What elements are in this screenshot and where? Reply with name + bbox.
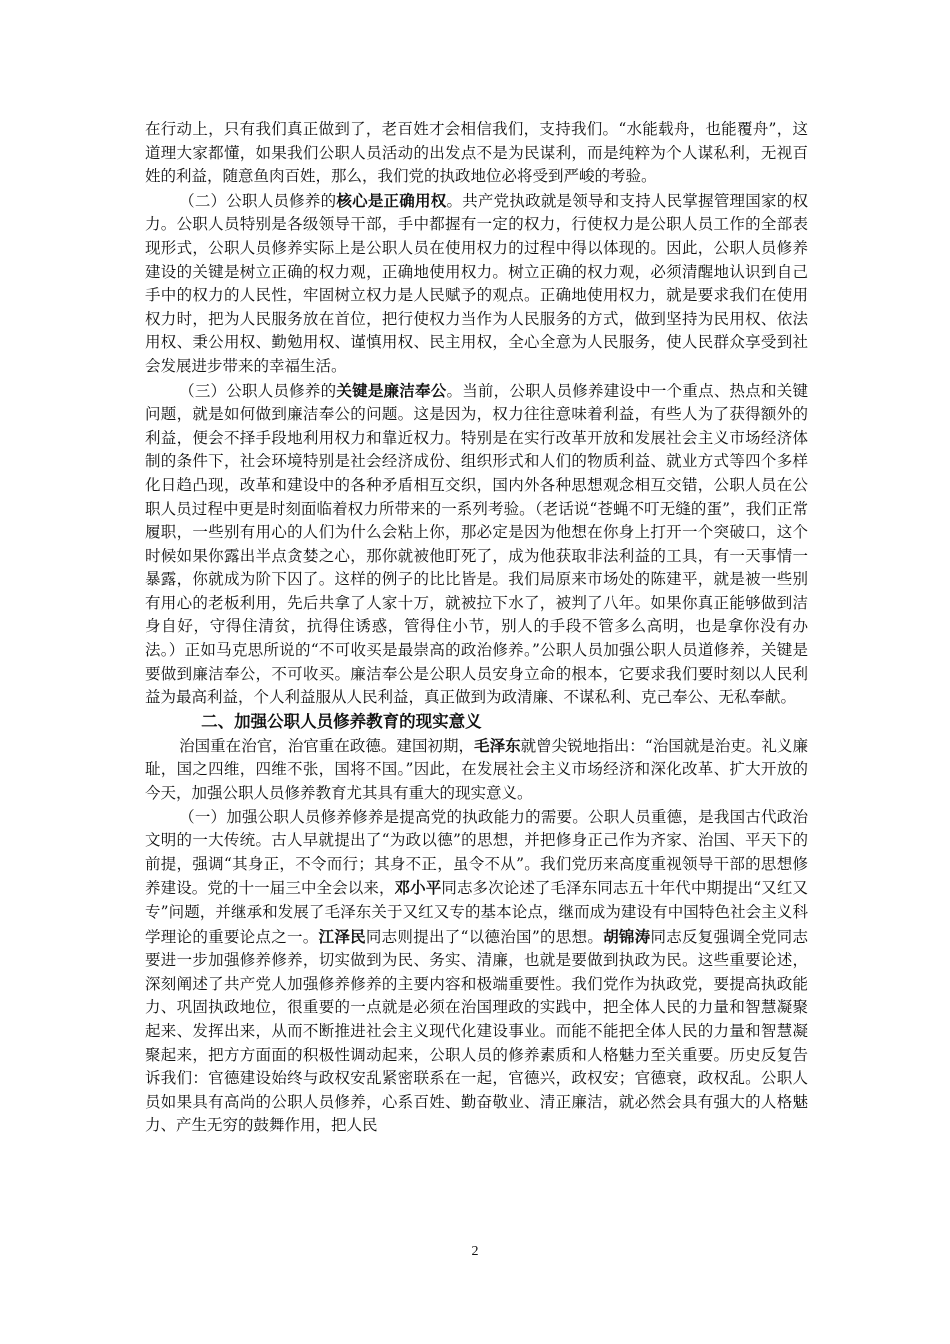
body-paragraph-governance xyxy=(145,734,808,806)
bold-phrase: 关键是廉洁奉公 xyxy=(336,380,447,400)
paragraph-text: 治国重在治官，治官重在政德。建国初期， xyxy=(179,736,475,755)
bold-name: 胡锦涛 xyxy=(603,926,651,946)
paragraph-text: 就曾尖锐地指出：“治国就是治吏。礼义廉耻，国之四维，四维不张，国将不国。”因此，在发展社会主义市场经济和深化改革、扩大开放的今天，加强公职人员修养教育尤其具有重大的现实意义。 xyxy=(145,736,808,803)
paragraph-text: （一）加强公职人员修养修养是提高党的执政能力的需要。公职人员重德，是我国古代政治文明的一大传统。古人早就提出了“为政以德”的思想，并把修身正己作为齐家、治国、平天下的前提，强调“其身正，不令而行；其身不正，虽令不从”。我们党历来高度重视领导干部的思想修养建设。党的十一届三中全会以来， xyxy=(145,807,808,898)
paragraph-text: 同志则提出了“以德治国”的思想。 xyxy=(365,927,604,946)
body-paragraph-integrity xyxy=(145,379,808,710)
paragraph-text: 。当前，公职人员修养建设中一个重点、热点和关键问题，就是如何做到廉洁奉公的问题。这是因为，权力往往意味着利益，有些人为了获得额外的利益，便会不择手段地利用权力和靠近权力。特别是在实行改革开放和发展社会主义市场经济体制的条件下，社会环境特别是社会经济成份、组织形式和人们的物质利益、就业方式等四个多样化日趋凸现，改革和建设中的各种矛盾相互交织，国内外各种思想观念相互交错，公职人员在公职人员过程中更是时刻面临着权力所带来的一系列考验。（老话说“苍蝇不叮无缝的蛋”，我们正常履职，一些别有用心的人们为什么会粘上你，那必定是因为他想在你身上打开一个突破口，这个时候如果你露出半点贪婪之心，那你就被他盯死了，成为他获取非法利益的工具，有一天事情一暴露，你就成为阶下囚了。这样的例子的比比皆是。我们局原来市场处的陈建平，就是被一些别有用心的老板利用，先后共拿了人家十万，就被拉下水了，被判了八年。如果你真正能够做到洁身自好，守得住清贫，抗得住诱惑，管得住小节，别人的手段不管多么高明，也是拿你没有办法。）正如马克思所说的“不可收买是最崇高的政治修养。”公职人员加强公职人员道修养，关键是要做到廉洁奉公，不可收买。廉洁奉公是公职人员安身立命的根本，它要求我们要时刻以人民利益为最高利益，个人利益服从人民利益，真正做到为政清廉、不谋私利、克己奉公、无私奉献。 xyxy=(145,381,808,707)
paragraph-text: 同志反复强调全党同志要进一步加强修养修养，切实做到为民、务实、清廉，也就是要做到执政为民。这些重要论述，深刻阐述了共产党人加强修养修养的主要内容和极端重要性。我们党作为执政党，要提高执政能力、巩固执政地位，很重要的一点就是必须在治国理政的实践中，把全体人民的力量和智慧凝聚起来、发挥出来，从而不断推进社会主义现代化建设事业。而能不能把全体人民的力量和智慧凝聚起来，把方方面面的积极性调动起来，公职人员的修养素质和人格魅力至关重要。历史反复告诉我们：官德建设始终与政权安乱紧密联系在一起，官德兴，政权安；官德衰，政权乱。公职人员如果具有高尚的公职人员修养，心系百姓、勤奋敬业、清正廉洁，就必然会具有强大的人格魅力、产生无穷的鼓舞作用，把人民 xyxy=(145,927,808,1135)
bold-name: 邓小平 xyxy=(394,878,442,898)
paragraph-text: 。共产党执政就是领导和支持人民掌握管理国家的权力。公职人员特别是各级领导干部，手中都握有一定的权力，行使权力是公职人员工作的全部表现形式，公职人员修养实际上是公职人员在使用权力的过程中得以体现的。因此，公职人员修养建设的关键是树立正确的权力观，正确地使用权力。树立正确的权力观，必须清醒地认识到自己手中的权力的人民性，牢固树立权力是人民赋予的观点。正确地使用权力，就是要求我们在使用权力时，把为人民服务放在首位，把行使权力当作为人民服务的方式，做到坚持为民用权、依法用权、秉公用权、勤勉用权、谨慎用权、民主用权，全心全意为人民服务，使人民群众享受到社会发展进步带来的幸福生活。 xyxy=(145,191,808,375)
body-paragraph-core-power xyxy=(145,189,808,379)
paragraph-text: 同志多次论述了毛泽东同志五十年代中期提出“又红又专”问题，并继承和发展了毛泽东关于又红又专的基本论点，继而成为建设有中国特色社会主义科学理论的重要论点之一。 xyxy=(145,879,808,946)
paragraph-prefix: （三）公职人员修养的 xyxy=(179,381,337,400)
page-number: 2 xyxy=(471,1244,479,1259)
section-heading: 二、加强公职人员修养教育的现实意义 xyxy=(201,711,482,731)
body-paragraph-continuation: 在行动上，只有我们真正做到了，老百姓才会相信我们，支持我们。“水能载舟，也能覆舟”，这道理大家都懂，如果我们公职人员活动的出发点不是为民谋利，而是纯粹为个人谋私利，无视百姓的利益，随意鱼肉百姓，那么，我们党的执政地位必将受到严峻的考验。 xyxy=(145,120,808,186)
paragraph-prefix: （二）公职人员修养的 xyxy=(179,191,337,210)
body-paragraph-capability xyxy=(145,806,808,1138)
bold-name: 毛泽东 xyxy=(474,735,521,755)
bold-phrase: 核心是正确用权 xyxy=(336,190,447,210)
bold-name: 江泽民 xyxy=(318,926,366,946)
